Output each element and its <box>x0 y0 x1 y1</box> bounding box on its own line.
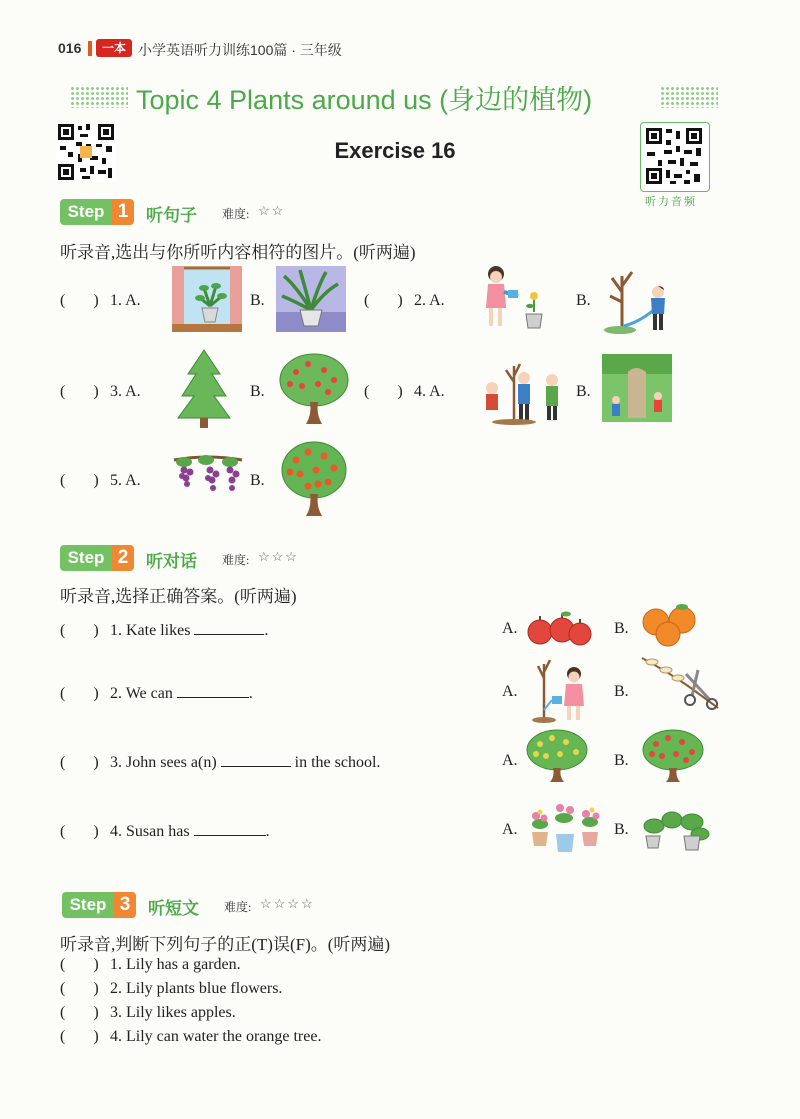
step2-q3-option-a: A. <box>502 752 518 769</box>
step3-instruction: 听录音,判断下列句子的正(T)误(F)。(听两遍) <box>60 935 391 954</box>
pear-tree-image[interactable] <box>524 728 590 784</box>
step3-difficulty-label: 难度: <box>224 900 252 914</box>
flower-pots-image[interactable] <box>526 800 606 858</box>
step1-badge-number: 1 <box>112 199 134 225</box>
step1-stars: ☆☆ <box>258 203 286 218</box>
q-label: 3. A. <box>110 383 141 400</box>
topic-title: Topic 4 Plants around us (身边的植物) <box>136 85 593 115</box>
step1-q5-option-b: B. <box>250 472 265 489</box>
potted-plant-image[interactable] <box>276 266 346 332</box>
answer-paren[interactable]: ( ) <box>60 383 99 400</box>
decor-dots-left <box>70 86 128 108</box>
q-label: 4. A. <box>414 383 445 400</box>
page-number: 016 <box>58 40 82 56</box>
q-label: 1. A. <box>110 292 141 309</box>
decor-dots-right <box>660 86 718 108</box>
step2-q4-option-a: A. <box>502 821 518 838</box>
window-plant-image[interactable] <box>172 266 242 332</box>
series-title: 小学英语听力训练100篇 · 三年级 <box>138 42 342 58</box>
apples-image[interactable] <box>526 608 594 648</box>
step1-q1 <box>60 292 141 310</box>
answer-paren[interactable]: ( ) <box>60 956 99 973</box>
girl-watering-flower-image[interactable] <box>482 262 548 334</box>
step3-q3: ( ) 3. Lily likes apples. <box>60 1004 236 1021</box>
answer-paren[interactable]: ( ) <box>60 472 99 489</box>
answer-paren[interactable]: ( ) <box>60 823 99 840</box>
answer-blank[interactable] <box>177 683 249 698</box>
apple-tree-image[interactable] <box>640 728 706 784</box>
pine-tree-image[interactable] <box>176 348 232 430</box>
step2-q4-option-b: B. <box>614 821 629 838</box>
children-around-big-tree-image[interactable] <box>602 354 672 422</box>
step1-q5 <box>60 472 141 490</box>
answer-paren[interactable]: ( ) <box>60 685 99 702</box>
step2-stars: ☆☆☆ <box>258 549 299 564</box>
step3-title: 听短文 <box>148 899 199 918</box>
step2-q2: ( ) 2. We can . <box>60 685 253 702</box>
step1-q2-option-b: B. <box>576 292 591 309</box>
step1-q1-option-b: B. <box>250 292 265 309</box>
q-text: 3. John sees a(n) <box>110 754 217 771</box>
step2-title: 听对话 <box>146 552 197 571</box>
step1-q3 <box>60 383 141 401</box>
step2-q4: ( ) 4. Susan has . <box>60 823 270 840</box>
step3-badge-number: 3 <box>114 892 136 918</box>
step3-q2: ( ) 2. Lily plants blue flowers. <box>60 980 283 997</box>
children-planting-tree-image[interactable] <box>480 356 570 426</box>
step3-stars: ☆☆☆☆ <box>260 896 315 911</box>
step2-q3: ( ) 3. John sees a(n) in the school. <box>60 754 381 771</box>
answer-paren[interactable]: ( ) <box>60 622 99 639</box>
qr-code-right-icon[interactable] <box>644 126 704 186</box>
step2-badge-word: Step <box>60 545 112 571</box>
step1-badge-word: Step <box>60 199 112 225</box>
step3-q1: ( ) 1. Lily has a garden. <box>60 956 241 973</box>
scissors-cutting-branch-image[interactable] <box>638 652 722 720</box>
step1-instruction: 听录音,选出与你所听内容相符的图片。(听两遍) <box>60 243 416 262</box>
step2-q2-option-b: B. <box>614 683 629 700</box>
step3-badge-word: Step <box>62 892 114 918</box>
girl-watering-tree-image[interactable] <box>530 654 596 724</box>
step1-q4 <box>364 383 445 401</box>
answer-paren[interactable]: ( ) <box>60 292 99 309</box>
step2-q2-option-a: A. <box>502 683 518 700</box>
boy-watering-tree-image[interactable] <box>600 262 672 338</box>
step2-badge <box>60 545 134 571</box>
step1-q4-option-b: B. <box>576 383 591 400</box>
exercise-title: Exercise 16 <box>334 138 456 163</box>
step1-badge <box>60 199 134 225</box>
step1-q2 <box>364 292 445 310</box>
answer-paren[interactable]: ( ) <box>60 1004 99 1021</box>
answer-paren[interactable]: ( ) <box>364 383 403 400</box>
q-text: 1. Kate likes <box>110 622 191 639</box>
step3-q4: ( ) 4. Lily can water the orange tree. <box>60 1028 322 1045</box>
answer-blank[interactable] <box>194 620 264 635</box>
q-text: 2. We can <box>110 685 173 702</box>
potted-plants-image[interactable] <box>640 806 712 854</box>
step1-q3-option-b: B. <box>250 383 265 400</box>
qr-audio-label: 听力音频 <box>645 196 697 208</box>
step2-instruction: 听录音,选择正确答案。(听两遍) <box>60 587 297 606</box>
answer-blank[interactable] <box>221 752 291 767</box>
qr-code-left-icon[interactable] <box>56 122 116 182</box>
oranges-image[interactable] <box>638 602 702 648</box>
answer-blank[interactable] <box>194 821 266 836</box>
answer-paren[interactable]: ( ) <box>60 754 99 771</box>
step2-q3-option-b: B. <box>614 752 629 769</box>
q-text: 4. Susan has <box>110 823 190 840</box>
step2-q1-option-b: B. <box>614 620 629 637</box>
answer-paren[interactable]: ( ) <box>364 292 403 309</box>
step1-title: 听句子 <box>146 206 197 225</box>
brand-logo: 一本 <box>96 39 132 57</box>
step2-q1-option-a: A. <box>502 620 518 637</box>
answer-paren[interactable]: ( ) <box>60 1028 99 1045</box>
q-label: 5. A. <box>110 472 141 489</box>
step3-badge <box>62 892 136 918</box>
q-label: 2. A. <box>414 292 445 309</box>
answer-paren[interactable]: ( ) <box>60 980 99 997</box>
grapes-image[interactable] <box>172 452 244 500</box>
step2-q1: ( ) 1. Kate likes . <box>60 622 269 639</box>
header-divider <box>88 41 92 56</box>
apple-tree-small-image[interactable] <box>276 350 352 426</box>
orange-tree-image[interactable] <box>278 440 350 518</box>
step2-difficulty-label: 难度: <box>222 553 250 567</box>
step1-difficulty-label: 难度: <box>222 207 250 221</box>
step2-badge-number: 2 <box>112 545 134 571</box>
